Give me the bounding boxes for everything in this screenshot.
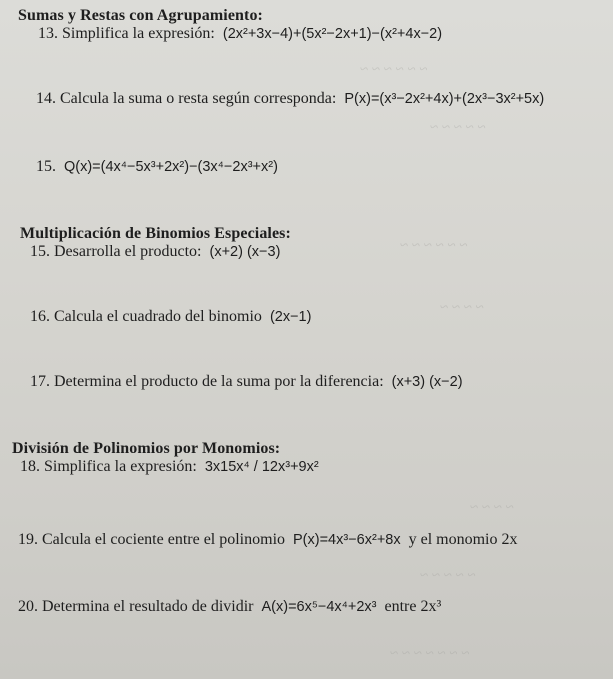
exercise-label: 20. Determina el resultado de dividir <box>18 598 254 615</box>
exercise-14 <box>36 90 544 108</box>
exercise-20 <box>18 598 441 616</box>
exercise-13 <box>38 25 442 43</box>
bleed-through-texture: ~ ~ ~ ~ ~ <box>430 120 486 136</box>
exercise-expression: (2x−1) <box>269 309 312 325</box>
exercise-19 <box>18 531 518 549</box>
section-title-multiplicacion: Multiplicación de Binomios Especiales: <box>20 225 291 242</box>
bleed-through-texture: ~ ~ ~ ~ <box>470 500 514 516</box>
bleed-through-texture: ~ ~ ~ ~ <box>440 300 484 316</box>
exercise-expression: (2x²+3x−4)+(5x²−2x+1)−(x²+4x−2) <box>222 26 443 42</box>
exercise-expression: (x+2) (x−3) <box>209 244 281 260</box>
exercise-label: 15. Desarrolla el producto: <box>30 243 202 260</box>
exercise-15 <box>30 243 280 261</box>
exercise-expression: P(x)=4x³−6x²+8x <box>293 532 401 548</box>
exercise-18 <box>20 458 319 476</box>
exercise-expression: A(x)=6x⁵−4x⁴+2x³ <box>261 599 377 615</box>
exercise-expression: (x+3) (x−2) <box>391 374 463 390</box>
exercise-17 <box>30 373 463 391</box>
exercise-tail: entre 2x³ <box>384 598 442 615</box>
bleed-through-texture: ~ ~ ~ ~ ~ <box>420 568 476 584</box>
exercise-label: 18. Simplifica la expresión: <box>20 458 197 475</box>
exercise-16 <box>30 308 311 326</box>
exercise-tail: y el monomio 2x <box>408 531 518 548</box>
exercise-expression: P(x)=(x³−2x²+4x)+(2x³−3x²+5x) <box>344 91 545 107</box>
bleed-through-texture: ~ ~ ~ ~ ~ ~ <box>360 62 428 78</box>
bleed-through-texture: ~ ~ ~ ~ ~ ~ ~ <box>390 646 470 662</box>
exercise-label: 13. Simplifica la expresión: <box>38 25 215 42</box>
exercise-label: 19. Calcula el cociente entre el polinomio <box>18 531 286 548</box>
exercise-label: 17. Determina el producto de la suma por la diferencia: <box>30 373 384 390</box>
exercise-label: 15. <box>36 158 56 175</box>
bleed-through-texture: ~ ~ ~ ~ ~ ~ <box>400 238 468 254</box>
exercise-expression: 3x15x⁴ / 12x³+9x² <box>204 459 319 475</box>
section-title-division: División de Polinomios por Monomios: <box>12 440 281 457</box>
exercise-expression: Q(x)=(4x⁴−5x³+2x²)−(3x⁴−2x³+x²) <box>64 159 278 175</box>
exercise-label: 16. Calcula el cuadrado del binomio <box>30 308 262 325</box>
exercise-label: 14. Calcula la suma o resta según corresponda: <box>36 90 337 107</box>
exercise-15-q <box>36 158 278 176</box>
section-title-sumas-restas: Sumas y Restas con Agrupamiento: <box>18 7 263 24</box>
